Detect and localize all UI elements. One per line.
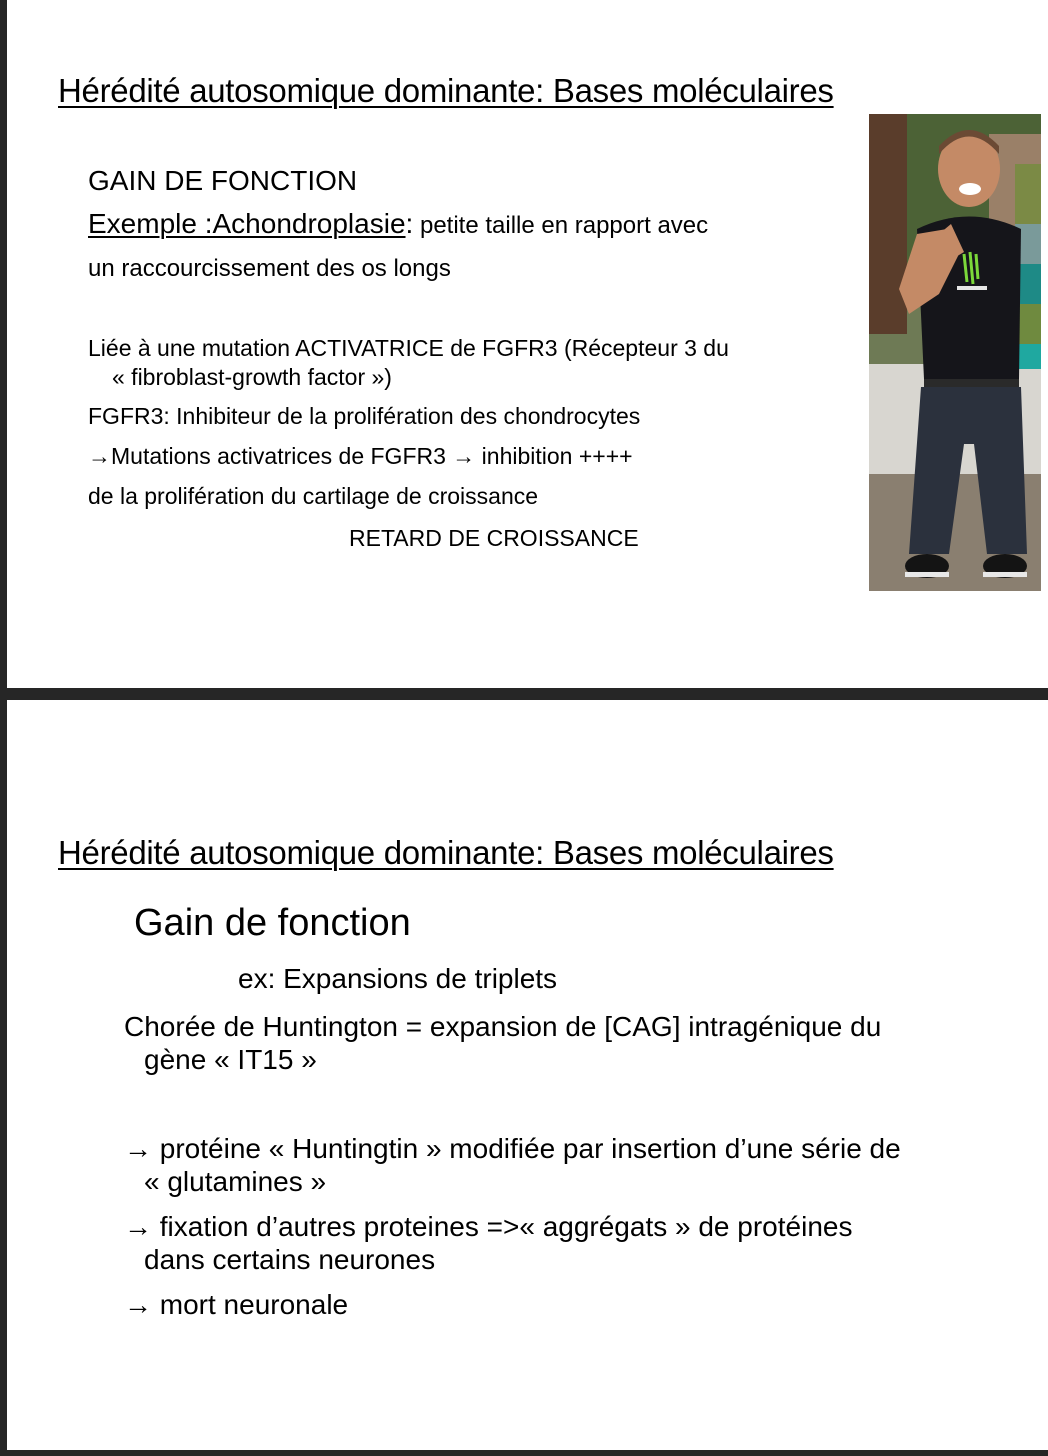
bullet-text-line2: dans certains neurones — [144, 1244, 436, 1275]
huntington-line2: gène « IT15 » — [144, 1044, 317, 1075]
smile — [959, 183, 981, 195]
consequence-text: Mutations activatrices de FGFR3 → inhibition ++++ — [111, 443, 633, 469]
example-line — [88, 208, 708, 240]
achondroplasia-photo — [869, 114, 1041, 591]
arrow-icon: → — [88, 443, 111, 469]
slide-achondroplasia — [7, 0, 1048, 688]
conclusion: RETARD DE CROISSANCE — [349, 525, 639, 551]
huntington-line1: Chorée de Huntington = expansion de [CAG] intragénique du — [124, 1011, 882, 1042]
bullet-text: fixation d’autres proteines =>« aggrégats » de protéines — [159, 1211, 853, 1242]
example-label: Exemple :Achondroplasie — [88, 208, 406, 239]
bullet-item — [124, 1133, 901, 1165]
bullet-text-line2: « glutamines » — [144, 1166, 327, 1197]
section-heading: GAIN DE FONCTION — [88, 165, 358, 196]
example-text: petite taille en rapport avec — [413, 212, 709, 239]
mutation-line1: Liée à une mutation ACTIVATRICE de FGFR3 (Récepteur 3 du — [88, 335, 729, 361]
bullet-text: mort neuronale — [159, 1289, 349, 1320]
bullet-text: protéine « Huntingtin » modifiée par insertion d’une série de — [152, 1133, 901, 1164]
belt — [924, 379, 1019, 387]
example-line: ex: Expansions de triplets — [238, 963, 558, 994]
person-illustration — [869, 114, 1041, 591]
example-text-line2: un raccourcissement des os longs — [88, 255, 451, 282]
bullet-item — [124, 1289, 348, 1321]
slide-title: Hérédité autosomique dominante: Bases moléculaires — [58, 72, 834, 109]
slide-title: Hérédité autosomique dominante: Bases moléculaires — [58, 834, 834, 871]
slide-huntington — [7, 700, 1048, 1450]
arrow-icon: → — [124, 1133, 152, 1164]
example-colon: : — [405, 208, 414, 239]
arrow-icon: → — [124, 1289, 152, 1320]
section-heading: Gain de fonction — [134, 902, 411, 944]
consequence-line1 — [88, 443, 633, 470]
mutation-line2: « fibroblast-growth factor ») — [112, 364, 392, 390]
left-person-shirt — [869, 114, 907, 334]
arrow-icon: → — [124, 1211, 152, 1242]
bullet-item — [124, 1211, 852, 1243]
monster-text — [957, 286, 987, 290]
fgfr3-role: FGFR3: Inhibiteur de la prolifération des chondrocytes — [88, 403, 641, 429]
consequence-line2: de la prolifération du cartilage de croissance — [88, 483, 539, 509]
scarf — [1015, 164, 1041, 224]
